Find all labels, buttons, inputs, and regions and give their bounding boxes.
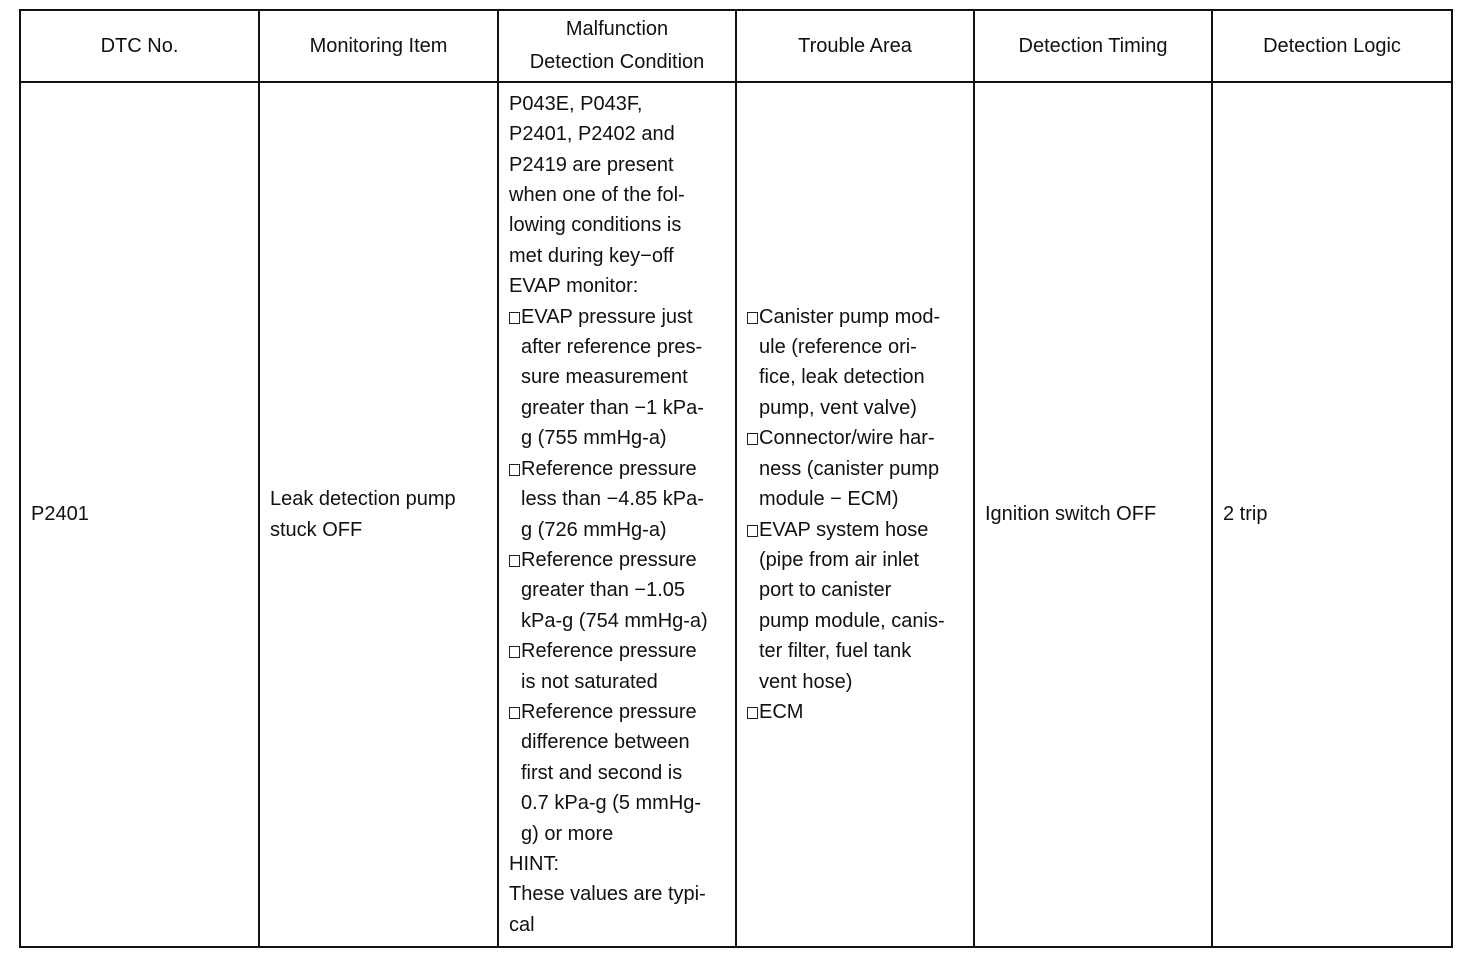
trouble-line: ule (reference ori- — [759, 336, 917, 359]
header-trouble-area: Trouble Area — [736, 10, 974, 82]
cell-monitoring-item — [259, 82, 498, 947]
condition-line: after reference pres- — [521, 336, 703, 359]
trouble-line: ECM — [759, 700, 804, 723]
condition-line: EVAP monitor: — [509, 275, 639, 298]
cell-trouble-area — [736, 82, 974, 947]
condition-lines — [509, 89, 727, 940]
condition-line: Reference pressure — [521, 457, 697, 480]
checkbox-bullet-icon — [747, 433, 758, 445]
condition-line: g) or more — [521, 822, 614, 845]
header-detection-timing: Detection Timing — [974, 10, 1212, 82]
condition-line: Reference pressure — [521, 700, 697, 723]
trouble-line: Connector/wire har- — [759, 427, 935, 450]
trouble-line: fice, leak detection — [759, 366, 925, 389]
condition-line: These values are typi- — [509, 883, 706, 906]
condition-line: cal — [509, 913, 535, 936]
condition-line: met during key−off — [509, 244, 674, 267]
checkbox-bullet-icon — [747, 707, 758, 719]
trouble-line: EVAP system hose — [759, 518, 929, 541]
trouble-line: vent hose) — [759, 670, 853, 693]
condition-line: P2401, P2402 and — [509, 123, 675, 146]
condition-line: P2419 are present — [509, 153, 674, 176]
trouble-line: port to canister — [759, 579, 892, 602]
header-monitoring-item: Monitoring Item — [259, 10, 498, 82]
condition-line: first and second is — [521, 761, 683, 784]
condition-line: 0.7 kPa-g (5 mmHg- — [521, 792, 702, 815]
condition-line: Reference pressure — [521, 640, 697, 663]
condition-line: is not saturated — [521, 670, 658, 693]
trouble-line: ter filter, fuel tank — [759, 640, 912, 663]
condition-bullet-item — [509, 302, 727, 332]
condition-line: g (726 mmHg-a) — [521, 518, 667, 541]
condition-line: kPa-g (754 mmHg-a) — [521, 609, 708, 632]
condition-bullet-item — [509, 697, 727, 727]
checkbox-bullet-icon — [509, 312, 520, 324]
condition-bullet-item — [509, 636, 727, 666]
condition-line: greater than −1.05 — [521, 579, 686, 602]
dtc-table — [19, 9, 1453, 948]
condition-line: difference between — [521, 731, 690, 754]
header-row — [20, 10, 1452, 82]
checkbox-bullet-icon — [509, 555, 520, 567]
cell-detection-timing: Ignition switch OFF — [974, 82, 1212, 947]
trouble-bullet-item — [747, 515, 965, 545]
condition-line: Reference pressure — [521, 548, 697, 571]
header-dtc-no: DTC No. — [20, 10, 259, 82]
header-detection-logic: Detection Logic — [1212, 10, 1452, 82]
trouble-line: (pipe from air inlet — [759, 548, 920, 571]
cell-dtc-no: P2401 — [20, 82, 259, 947]
condition-line: less than −4.85 kPa- — [521, 488, 704, 511]
hint-label: HINT: — [509, 852, 559, 875]
trouble-line: Canister pump mod- — [759, 305, 941, 328]
condition-line: when one of the fol- — [509, 184, 685, 207]
condition-line: sure measurement — [521, 366, 688, 389]
trouble-line: ness (canister pump — [759, 457, 940, 480]
trouble-bullet-item — [747, 302, 965, 332]
trouble-bullet-item — [747, 697, 965, 727]
checkbox-bullet-icon — [747, 312, 758, 324]
monitoring-item-line: stuck OFF — [270, 518, 363, 541]
header-malfunction-detection-condition — [498, 10, 736, 82]
condition-line: EVAP pressure just — [521, 305, 693, 328]
trouble-line: pump module, canis- — [759, 609, 945, 632]
condition-bullet-item — [509, 545, 727, 575]
condition-line: lowing conditions is — [509, 214, 682, 237]
checkbox-bullet-icon — [509, 707, 520, 719]
cell-detection-logic: 2 trip — [1212, 82, 1452, 947]
monitoring-item-line: Leak detection pump — [270, 488, 456, 511]
table-row — [20, 82, 1452, 947]
cell-malfunction-detection-condition — [498, 82, 736, 947]
condition-line: P043E, P043F, — [509, 92, 643, 115]
trouble-area-lines — [747, 302, 965, 728]
checkbox-bullet-icon — [509, 464, 520, 476]
trouble-line: pump, vent valve) — [759, 396, 917, 419]
checkbox-bullet-icon — [747, 525, 758, 537]
checkbox-bullet-icon — [509, 646, 520, 658]
condition-line: g (755 mmHg-a) — [521, 427, 667, 450]
header-malfunction-line-1: Malfunction — [565, 18, 669, 40]
condition-bullet-item — [509, 454, 727, 484]
trouble-bullet-item — [747, 423, 965, 453]
header-malfunction-line-2: Detection Condition — [529, 51, 705, 73]
condition-line: greater than −1 kPa- — [521, 396, 704, 419]
trouble-line: module − ECM) — [759, 488, 899, 511]
